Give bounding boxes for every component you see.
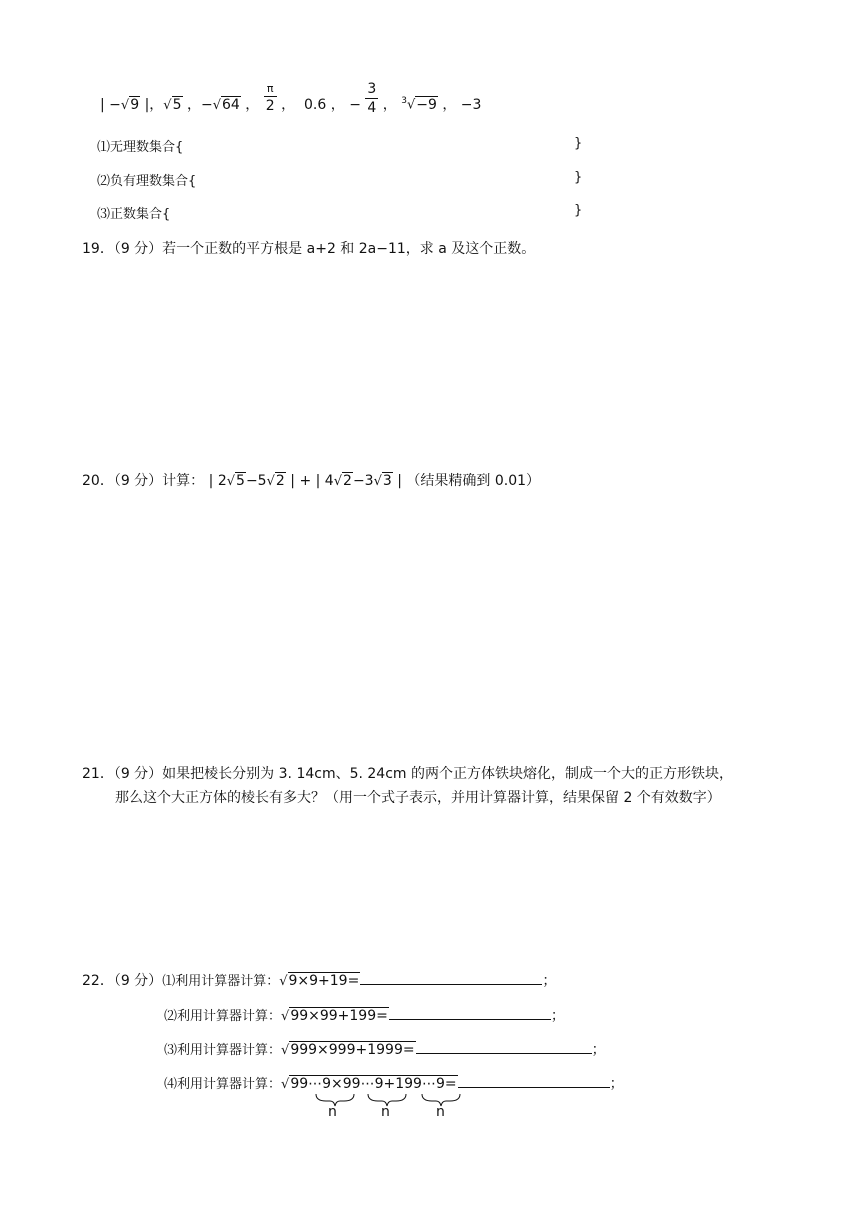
item-label: ⑵利用计算器计算： bbox=[164, 1009, 282, 1024]
question-number: 20． bbox=[82, 473, 114, 489]
answer-blank[interactable] bbox=[458, 1075, 610, 1088]
comma: ， bbox=[382, 97, 397, 113]
sqrt-9: √9 bbox=[120, 97, 140, 113]
abs-bar: | bbox=[315, 473, 321, 489]
sqrt-5: √5 bbox=[163, 97, 182, 113]
decimal-value: 0.6 bbox=[304, 97, 327, 113]
set-close-brace: } bbox=[574, 203, 583, 218]
sqrt-2: √2 bbox=[333, 473, 352, 489]
question-19 bbox=[82, 238, 535, 258]
item-end: ； bbox=[542, 973, 557, 989]
minus-sign: − bbox=[349, 97, 361, 113]
answer-blank[interactable] bbox=[360, 972, 542, 985]
coefficient: 4 bbox=[324, 473, 334, 489]
question-21-line2: 那么这个大正方体的棱长有多大？（用一个式子表示，并用计算器计算，结果保留 2 个有效数字） bbox=[115, 790, 721, 806]
item-label: ⑴利用计算器计算： bbox=[162, 974, 280, 989]
question-number: 22． bbox=[82, 973, 114, 989]
question-number: 19． bbox=[82, 241, 114, 257]
question-text-line1: （9 分）如果把棱长分别为 3. 14cm、5. 24cm 的两个正方体铁块熔化，制成一个大的正方形铁块， bbox=[113, 766, 733, 782]
question-22-item-4 bbox=[164, 1073, 624, 1093]
question-points: （9 分） bbox=[113, 973, 163, 989]
comma: ， bbox=[245, 97, 260, 113]
item-end: ； bbox=[591, 1042, 606, 1058]
answer-blank[interactable] bbox=[389, 1007, 551, 1020]
sqrt-5: √5 bbox=[226, 473, 245, 489]
item-label: ⑶利用计算器计算： bbox=[164, 1043, 282, 1058]
coefficient: −5 bbox=[245, 473, 267, 489]
set-close-brace: } bbox=[574, 170, 583, 185]
sqrt-3: √3 bbox=[373, 473, 392, 489]
minus-sign: − bbox=[200, 97, 213, 113]
question-22-item-2 bbox=[164, 1005, 565, 1025]
set-close-brace: } bbox=[574, 136, 583, 151]
abs-bar: | bbox=[290, 473, 295, 489]
question-text: （9 分）若一个正数的平方根是 a+2 和 2a−11，求 a 及这个正数。 bbox=[113, 241, 536, 257]
question-number: 21． bbox=[82, 766, 114, 782]
item-end: ； bbox=[609, 1076, 624, 1092]
plus-sign: + bbox=[299, 473, 312, 489]
fraction-pi-over-2: $\frac{\pi}{2}$ bbox=[265, 82, 275, 114]
set-question-negative-rational: ⑵负有理数集合{ bbox=[97, 174, 197, 189]
abs-bar: | bbox=[208, 473, 214, 489]
comma: ， bbox=[281, 97, 296, 113]
coefficient: 2 bbox=[217, 473, 227, 489]
comma: ， bbox=[330, 97, 345, 113]
number-list bbox=[100, 80, 482, 116]
set-question-irrational: ⑴无理数集合{ bbox=[97, 140, 184, 155]
sqrt-expression: √9×9+19= bbox=[279, 973, 360, 989]
n-label: n bbox=[328, 1104, 337, 1120]
abs-bar: | bbox=[100, 97, 105, 113]
fraction-3-over-4: $\frac{3}{4}$ bbox=[367, 80, 377, 116]
question-22-item-3 bbox=[164, 1039, 606, 1059]
set-question-positive: ⑶正数集合{ bbox=[97, 207, 171, 222]
coefficient: −3 bbox=[352, 473, 374, 489]
n-label: n bbox=[436, 1104, 445, 1120]
item-end: ； bbox=[550, 1008, 565, 1024]
question-21 bbox=[82, 763, 733, 783]
question-22-item-1 bbox=[82, 970, 556, 990]
question-prefix: （9 分）计算： bbox=[113, 473, 205, 489]
comma: ， bbox=[149, 97, 164, 113]
abs-bar: | bbox=[397, 473, 402, 489]
n-label: n bbox=[381, 1104, 390, 1120]
question-20 bbox=[82, 470, 540, 490]
item-label: ⑷利用计算器计算： bbox=[164, 1077, 282, 1092]
sqrt-expression: √99⋯9×99⋯9+199⋯9= bbox=[281, 1076, 457, 1092]
sqrt-64: √64 bbox=[212, 97, 240, 113]
abs-bar: | bbox=[144, 97, 150, 113]
answer-blank[interactable] bbox=[416, 1041, 592, 1054]
comma: ， bbox=[186, 97, 201, 113]
minus-sign: − bbox=[109, 97, 121, 113]
sqrt-2: √2 bbox=[266, 473, 285, 489]
question-suffix: （结果精确到 0.01） bbox=[406, 473, 541, 489]
negative-three: −3 bbox=[460, 97, 482, 113]
comma: ， bbox=[442, 97, 457, 113]
underbraces bbox=[314, 1092, 474, 1116]
sqrt-expression: √999×999+1999= bbox=[281, 1042, 415, 1058]
sqrt-expression: √99×99+199= bbox=[281, 1008, 388, 1024]
cube-root-neg-9: $^3$√−9 bbox=[401, 96, 437, 113]
